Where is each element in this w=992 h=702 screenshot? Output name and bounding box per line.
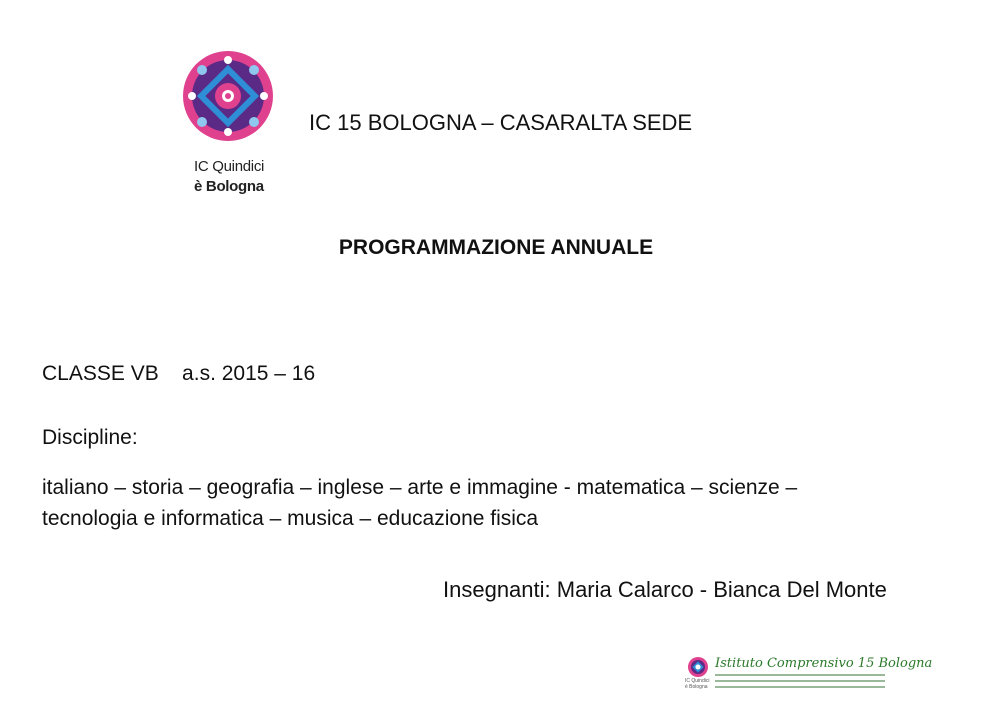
school-logo (178, 48, 278, 198)
footer-logo-icon (687, 656, 709, 678)
class-year: CLASSE VB a.s. 2015 – 16 (42, 362, 316, 385)
quindici-logo-icon (182, 48, 274, 152)
document-title: PROGRAMMAZIONE ANNUALE (338, 236, 654, 259)
footer-logo (685, 652, 933, 692)
teachers: Insegnanti: Maria Calarco - Bianca Del Monte (443, 577, 887, 602)
footer-address-lines (715, 674, 885, 692)
discipline-line: italiano – storia – geografia – inglese – arte e immagine - matematica – scienze – (42, 476, 798, 499)
footer-logo-caption: IC Quindici è Bologna (685, 678, 710, 690)
school-name: IC 15 BOLOGNA – CASARALTA SEDE (309, 110, 693, 135)
logo-text-line2: è Bologna (194, 178, 264, 195)
discipline-label: Discipline: (42, 426, 138, 449)
discipline-line: tecnologia e informatica – musica – educazione fisica (42, 507, 539, 530)
footer-institute-name: Istituto Comprensivo 15 Bologna (715, 656, 933, 671)
discipline-list (42, 472, 942, 534)
logo-text-line1: IC Quindici (194, 158, 265, 175)
